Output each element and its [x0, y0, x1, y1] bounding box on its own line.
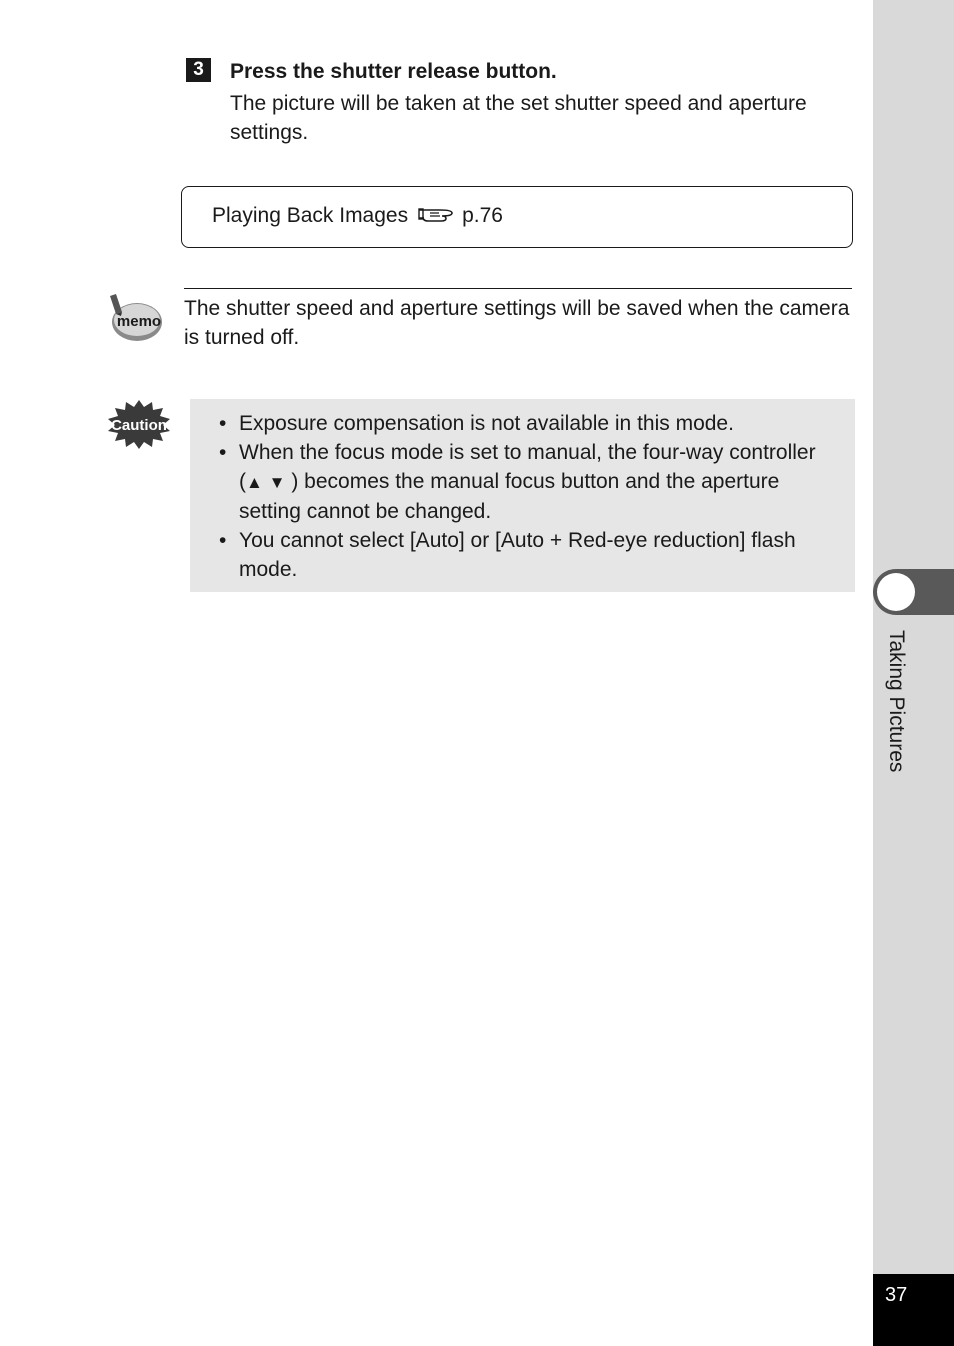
pointing-hand-icon	[418, 204, 454, 230]
reference-box	[181, 186, 853, 248]
up-arrow-icon: ▲	[246, 473, 263, 492]
svg-text:Caution: Caution	[111, 417, 167, 434]
page-number-box	[873, 1274, 954, 1346]
page-number: 37	[885, 1284, 908, 1306]
caution-item: • Exposure compensation is not available in this mode.	[219, 409, 819, 438]
caution-item: • When the focus mode is set to manual, the four-way controller (▲ ▼ ) becomes the manual focus button and the aperture setting cannot be changed.	[219, 438, 819, 526]
step-title: Press the shutter release button.	[230, 60, 557, 83]
reference-page: p.76	[462, 204, 503, 227]
step-body: The picture will be taken at the set shutter speed and aperture settings.	[230, 92, 807, 144]
reference-label: Playing Back Images	[212, 204, 409, 227]
caution-box	[190, 399, 855, 592]
down-arrow-icon: ▼	[268, 473, 286, 492]
caution-item: • You cannot select [Auto] or [Auto + Red-eye reduction] flash mode.	[219, 526, 819, 584]
tab-dot-icon	[877, 573, 915, 611]
reference-line	[212, 204, 503, 230]
memo-divider	[184, 288, 852, 289]
section-tab	[873, 569, 954, 615]
svg-text:memo: memo	[116, 313, 162, 330]
memo-icon	[106, 292, 164, 349]
caution-list	[219, 409, 819, 584]
caution-icon	[107, 399, 171, 454]
section-label: Taking Pictures	[885, 630, 908, 773]
step-number-badge: 3	[186, 58, 211, 82]
memo-text: The shutter speed and aperture settings will be saved when the camera is turned off.	[184, 297, 850, 349]
